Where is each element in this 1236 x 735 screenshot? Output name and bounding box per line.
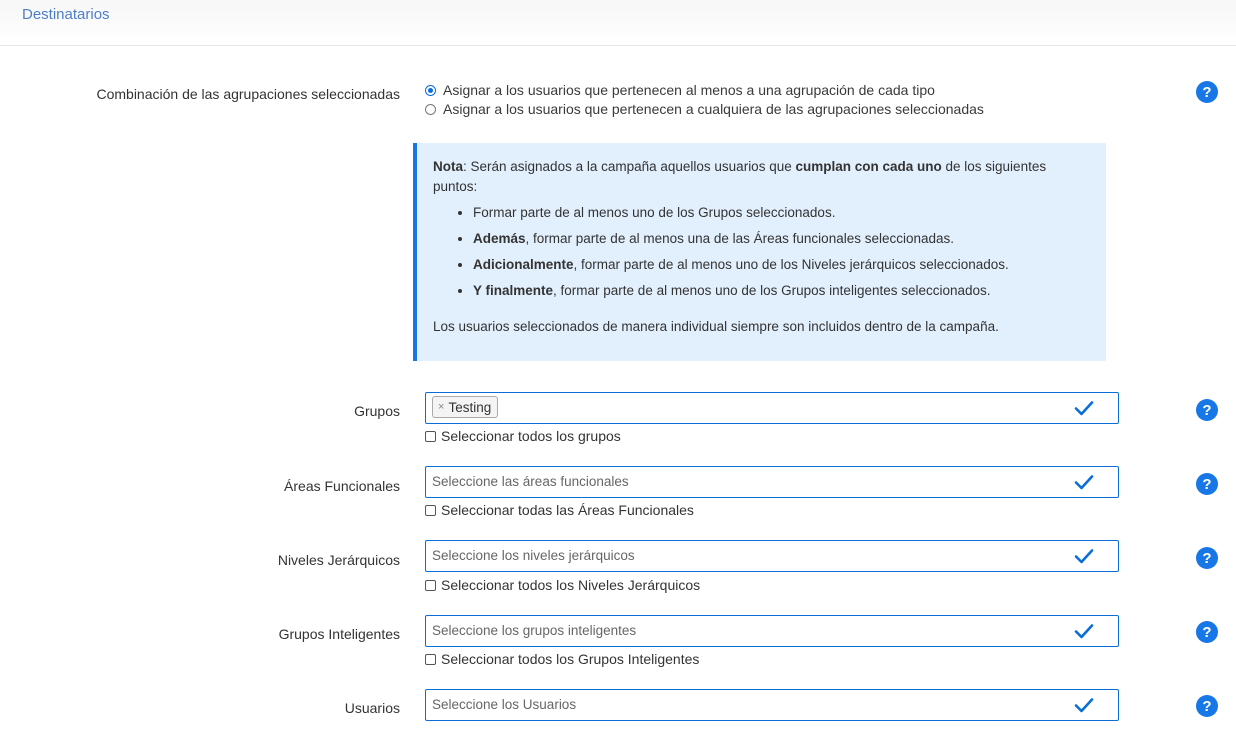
radio-option-label: Asignar a los usuarios que pertenecen a cualquiera de las agrupaciones seleccionadas [443,101,984,117]
selected-tag [432,396,498,418]
list-item: • Adicionalmente, formar parte de al menos uno de los Niveles jerárquicos seleccionados. [473,255,1082,275]
list-item: • Además, formar parte de al menos una de las Áreas funcionales seleccionadas. [473,229,1082,249]
inteligentes-select[interactable] [425,615,1119,647]
select-all-grupos[interactable] [425,428,621,444]
info-note [413,143,1106,361]
checkbox[interactable] [425,654,436,665]
niveles-label: Niveles Jerárquicos [277,552,400,568]
help-icon[interactable]: ? [1196,547,1218,569]
check-icon [1074,695,1094,715]
list-item: • Formar parte de al menos uno de los Grupos seleccionados. [473,203,1082,223]
areas-select[interactable] [425,466,1119,498]
grupos-select[interactable] [425,392,1119,424]
list-item: • Y finalmente, formar parte de al menos uno de los Grupos inteligentes seleccionados. [473,281,1082,301]
select-all-areas[interactable] [425,502,694,518]
checkbox-label: Seleccionar todas las Áreas Funcionales [441,502,694,518]
select-placeholder: Seleccione los niveles jerárquicos [432,548,635,563]
help-icon[interactable]: ? [1196,473,1218,495]
radio-option-each-type[interactable] [425,82,935,98]
select-placeholder: Seleccione los Usuarios [432,697,577,712]
radio-button[interactable] [425,104,436,115]
radio-option-label: Asignar a los usuarios que pertenecen al menos a una agrupación de cada tipo [443,82,935,98]
usuarios-select[interactable] [425,689,1119,721]
select-placeholder: Seleccione los grupos inteligentes [432,623,637,638]
help-icon[interactable]: ? [1196,621,1218,643]
checkbox-label: Seleccionar todos los Grupos Inteligentes [441,651,700,667]
tag-label: Testing [448,399,492,415]
check-icon [1074,621,1094,641]
select-all-niveles[interactable] [425,577,700,593]
radio-option-any[interactable] [425,101,984,117]
usuarios-label: Usuarios [344,700,400,716]
grupos-label: Grupos [354,403,400,419]
help-icon[interactable]: ? [1196,399,1218,421]
checkbox-label: Seleccionar todos los grupos [441,428,621,444]
checkbox[interactable] [425,580,436,591]
areas-label: Áreas Funcionales [284,478,400,494]
help-icon[interactable]: ? [1196,81,1218,103]
check-icon [1074,398,1094,418]
inteligentes-label: Grupos Inteligentes [278,626,400,642]
section-title: Destinatarios [22,6,110,23]
section-header [0,0,1236,46]
checkbox[interactable] [425,431,436,442]
checkbox[interactable] [425,505,436,516]
note-list [433,203,1082,301]
combination-label: Combinación de las agrupaciones seleccionadas [96,86,400,102]
radio-button-checked[interactable] [425,85,436,96]
check-icon [1074,546,1094,566]
remove-tag-icon[interactable]: × [438,401,445,413]
select-all-inteligentes[interactable] [425,651,699,667]
note-intro: Nota: Serán asignados a la campaña aquellos usuarios que cumplan con cada uno de los siguientes puntos: [433,159,1047,194]
note-footer: Los usuarios seleccionados de manera individual siempre son incluidos dentro de la campaña. [433,319,999,334]
niveles-select[interactable] [425,540,1119,572]
check-icon [1074,472,1094,492]
select-placeholder: Seleccione las áreas funcionales [432,474,629,489]
help-icon[interactable]: ? [1196,695,1218,717]
checkbox-label: Seleccionar todos los Niveles Jerárquicos [441,577,701,593]
